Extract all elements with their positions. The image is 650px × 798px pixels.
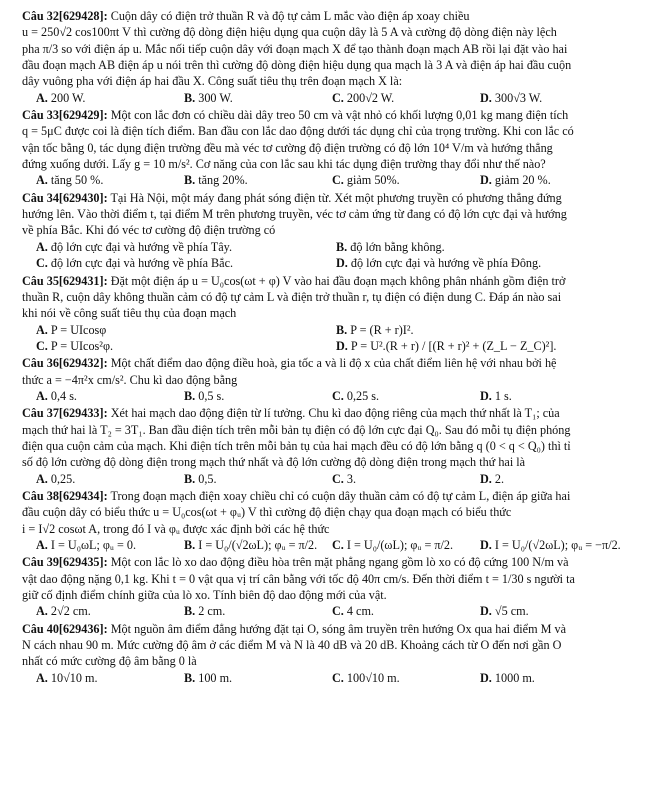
option-key: A. xyxy=(36,173,48,188)
question-number: Câu 38[629434]: xyxy=(22,488,108,503)
option-key: B. xyxy=(184,538,196,552)
answer-option[interactable] xyxy=(336,322,628,338)
question-text: vật dao động nặng 0,1 kg. Khi t = 0 vật qua vị trí cân bằng với tốc độ 40π cm/s. Đến thời điểm t = 1/30 s người ta xyxy=(22,571,575,586)
option-text: 3. xyxy=(346,471,357,486)
option-text: độ lớn cực đại và hướng về phía Bắc. xyxy=(50,256,234,271)
question-text: khi nói về công suất tiêu thụ của đoạn mạch xyxy=(22,306,237,321)
answer-option[interactable] xyxy=(332,537,480,553)
question-text: về phía Bắc. Khi đó véc tơ cường độ điện trường có xyxy=(22,223,276,238)
question-text: nhất có mức cường độ âm bằng 0 là xyxy=(22,654,197,669)
option-key: A. xyxy=(36,239,48,254)
option-text: 300 W. xyxy=(198,90,233,105)
option-key: D. xyxy=(480,670,492,685)
question-line xyxy=(22,422,628,438)
question-text: u = 250√2 cos100πt V thì cường độ dòng điện hiệu dụng qua cuộn dây là 5 A và cường độ dòng điện này lệch xyxy=(22,25,557,40)
answer-options xyxy=(22,322,628,355)
option-key: A. xyxy=(36,471,48,486)
question-number: Câu 33[629429]: xyxy=(22,108,108,123)
question-text: Một chất điểm dao động điều hoà, gia tốc a và li độ x của chất điểm liên hệ với nhau bởi hệ xyxy=(110,356,557,371)
question-text: i = I√2 cosωt A, trong đó I và φᵤ được xác định bởi các hệ thức xyxy=(22,521,330,536)
answer-option[interactable] xyxy=(36,471,184,487)
question-number: Câu 39[629435]: xyxy=(22,555,108,570)
option-key: C. xyxy=(332,471,344,486)
option-key: A. xyxy=(36,670,48,685)
option-text: 0,25 s. xyxy=(346,388,380,403)
option-key: C. xyxy=(332,670,344,685)
answer-options xyxy=(22,90,628,106)
question-line xyxy=(22,123,628,139)
answer-option[interactable] xyxy=(480,388,628,404)
question-line xyxy=(22,488,628,504)
question-text: giữ cố định điểm chính giữa của lò xo. Tính biên độ dao động mới của vật. xyxy=(22,588,387,603)
question-line xyxy=(22,405,628,421)
option-text: tăng 50 %. xyxy=(50,173,104,188)
question-line xyxy=(22,190,628,206)
option-key: C. xyxy=(332,90,344,105)
option-key: D. xyxy=(480,538,492,552)
question-block xyxy=(22,554,628,619)
question-block xyxy=(22,273,628,355)
option-key: A. xyxy=(36,322,48,337)
answer-option[interactable] xyxy=(480,537,628,553)
option-text: I = U₀/(√2ωL); φᵤ = π/2. xyxy=(198,538,318,552)
question-text: N cách nhau 90 m. Mức cường độ âm ở các điểm M và N là 40 dB và 20 dB. Khoảng cách từ O đến nơi gần O xyxy=(22,638,562,653)
option-text: P = (R + r)I². xyxy=(350,322,414,337)
question-line xyxy=(22,355,628,371)
answer-option[interactable] xyxy=(332,471,480,487)
answer-options xyxy=(22,537,628,553)
answer-option[interactable] xyxy=(184,172,332,188)
option-text: 2 cm. xyxy=(198,604,226,619)
option-key: B. xyxy=(184,670,196,685)
question-number: Câu 40[629436]: xyxy=(22,621,108,636)
option-key: B. xyxy=(184,388,196,403)
question-line xyxy=(22,454,628,470)
answer-option[interactable] xyxy=(36,537,184,553)
answer-option[interactable] xyxy=(480,90,628,106)
question-text: Tại Hà Nội, một máy đang phát sóng điện từ. Xét một phương truyền có phương thẳng đứng xyxy=(110,190,562,205)
answer-option[interactable] xyxy=(184,603,332,619)
question-line xyxy=(22,107,628,123)
answer-options xyxy=(22,239,628,272)
option-key: D. xyxy=(336,338,348,353)
question-line xyxy=(22,372,628,388)
question-text: vận tốc bằng 0, tác dụng điện trường đều mà véc tơ cường độ điện trường có độ lớn 10⁴ V/m và hướng thẳng xyxy=(22,140,553,155)
answer-option[interactable] xyxy=(184,388,332,404)
answer-option[interactable] xyxy=(332,670,480,686)
answer-option[interactable] xyxy=(480,471,628,487)
question-text: đầu cuộn dây có biểu thức u = U₀cos(ωt + φᵤ) V thì cường độ điện chạy qua đoạn mạch có biểu thức xyxy=(22,505,512,520)
option-key: A. xyxy=(36,388,48,403)
answer-option[interactable] xyxy=(480,670,628,686)
option-key: D. xyxy=(480,471,492,486)
question-text: Một con lắc đơn có chiều dài dây treo 50 cm và vật nhỏ có khối lượng 0,01 kg mang điện tích xyxy=(110,108,569,123)
answer-option[interactable] xyxy=(184,90,332,106)
option-text: P = U².(R + r) / [(R + r)² + (Z_L − Z_C)²]. xyxy=(350,338,557,353)
option-key: C. xyxy=(332,604,344,619)
question-line xyxy=(22,621,628,637)
answer-option[interactable] xyxy=(36,90,184,106)
option-text: 2. xyxy=(494,471,505,486)
option-text: I = U₀ωL; φᵤ = 0. xyxy=(50,538,137,552)
option-key: B. xyxy=(184,471,196,486)
question-block xyxy=(22,107,628,189)
question-number: Câu 34[629430]: xyxy=(22,190,108,205)
option-text: I = U₀/(√2ωL); φᵤ = −π/2. xyxy=(494,538,621,552)
question-text: Một con lắc lò xo dao động điều hòa trên mặt phẳng ngang gồm lò xo có độ cứng 100 N/m và xyxy=(110,555,569,570)
answer-option[interactable] xyxy=(336,338,628,354)
option-text: 1000 m. xyxy=(494,670,535,685)
question-line xyxy=(22,222,628,238)
answer-option[interactable] xyxy=(332,388,480,404)
answer-option[interactable] xyxy=(36,255,336,271)
answer-option[interactable] xyxy=(36,388,184,404)
question-block xyxy=(22,405,628,487)
answer-option[interactable] xyxy=(332,90,480,106)
option-key: A. xyxy=(36,90,48,105)
question-block xyxy=(22,8,628,106)
question-line xyxy=(22,305,628,321)
option-key: B. xyxy=(184,173,196,188)
option-key: B. xyxy=(336,322,348,337)
question-text: Một nguồn âm điểm đẳng hướng đặt tại O, sóng âm truyền trên hướng Ox qua hai điểm M và xyxy=(110,621,566,636)
answer-options xyxy=(22,603,628,619)
question-block xyxy=(22,190,628,272)
question-block xyxy=(22,355,628,404)
option-key: C. xyxy=(36,256,48,271)
option-key: B. xyxy=(336,239,348,254)
option-text: √5 cm. xyxy=(494,604,529,619)
option-text: tăng 20%. xyxy=(198,173,248,188)
answer-options xyxy=(22,670,628,686)
option-key: A. xyxy=(36,538,48,552)
option-text: 10√10 m. xyxy=(50,670,98,685)
option-key: C. xyxy=(36,338,48,353)
option-text: P = UIcosφ xyxy=(50,322,107,337)
question-text: Xét hai mạch dao động điện từ lí tưởng. Chu kì dao động riêng của mạch thứ nhất là T₁; của xyxy=(110,406,560,421)
question-text: dây vuông pha với điện áp hai đầu X. Công suất tiêu thụ trên đoạn mạch X là: xyxy=(22,74,403,89)
answer-option[interactable] xyxy=(36,603,184,619)
option-text: P = UIcos²φ. xyxy=(50,338,114,353)
question-line xyxy=(22,653,628,669)
option-text: 0,5. xyxy=(198,471,217,486)
question-text: điện qua cuộn cảm của mạch. Khi điện tích trên mỗi bản tụ của hai mạch đều có độ lớn bằng q (0 < q < Q₀) thì tỉ xyxy=(22,438,571,453)
question-text: thức a = −4π²x cm/s². Chu kì dao động bằng xyxy=(22,372,238,387)
question-line xyxy=(22,289,628,305)
option-text: giảm 50%. xyxy=(346,173,400,188)
option-text: 2√2 cm. xyxy=(50,604,91,619)
answer-option[interactable] xyxy=(36,322,336,338)
option-text: 100 m. xyxy=(198,670,233,685)
question-text: đứng xuống dưới. Lấy g = 10 m/s². Cơ năng của con lắc sau khi tác dụng điện trường thay đổi như thế nào? xyxy=(22,157,546,172)
option-text: 100√10 m. xyxy=(346,670,400,685)
question-block xyxy=(22,621,628,686)
answer-options xyxy=(22,388,628,404)
option-key: B. xyxy=(184,90,196,105)
option-text: I = U₀/(ωL); φᵤ = π/2. xyxy=(346,538,454,552)
question-line xyxy=(22,571,628,587)
question-line xyxy=(22,206,628,222)
option-text: độ lớn cực đại và hướng về phía Tây. xyxy=(50,239,233,254)
answer-option[interactable] xyxy=(36,338,336,354)
question-number: Câu 36[629432]: xyxy=(22,356,108,371)
option-text: 300√3 W. xyxy=(494,90,543,105)
option-text: 200 W. xyxy=(50,90,86,105)
question-line xyxy=(22,273,628,289)
question-text: thuần R, cuộn dây không thuần cảm có độ tự cảm L và điện trở thuần r, tụ điện có điện dung C. Đáp án nào sai xyxy=(22,289,562,304)
answer-option[interactable] xyxy=(332,172,480,188)
answer-options xyxy=(22,172,628,188)
answer-option[interactable] xyxy=(36,239,336,255)
question-line xyxy=(22,41,628,57)
answer-option[interactable] xyxy=(336,255,628,271)
answer-option[interactable] xyxy=(336,239,628,255)
question-text: hướng lên. Vào thời điểm t, tại điểm M trên phương truyền, véc tơ cảm ứng từ đang có độ lớn cực đại và hướng xyxy=(22,207,567,222)
option-key: A. xyxy=(36,604,48,619)
answer-option[interactable] xyxy=(36,172,184,188)
question-number: Câu 37[629433]: xyxy=(22,406,108,421)
option-text: độ lớn bằng không. xyxy=(350,239,445,254)
answer-option[interactable] xyxy=(184,471,332,487)
question-line xyxy=(22,8,628,24)
answer-option[interactable] xyxy=(36,670,184,686)
option-key: B. xyxy=(184,604,196,619)
question-text: Trong đoạn mạch điện xoay chiều chỉ có cuộn dây thuần cảm có độ tự cảm L, điện áp giữa hai xyxy=(110,488,571,503)
question-line xyxy=(22,24,628,40)
question-number: Câu 35[629431]: xyxy=(22,273,108,288)
option-text: độ lớn cực đại và hướng về phía Đông. xyxy=(350,256,542,271)
option-text: 0,5 s. xyxy=(198,388,225,403)
answer-option[interactable] xyxy=(184,670,332,686)
option-key: D. xyxy=(480,604,492,619)
option-text: giảm 20 %. xyxy=(494,173,551,188)
option-key: D. xyxy=(336,256,348,271)
question-line xyxy=(22,637,628,653)
question-line xyxy=(22,521,628,537)
option-text: 4 cm. xyxy=(346,604,374,619)
question-text: q = 5μC được coi là điện tích điểm. Ban đầu con lắc dao động dưới tác dụng chỉ của trọng trường. Khi con lắc có xyxy=(22,124,574,139)
option-text: 0,25. xyxy=(50,471,76,486)
question-line xyxy=(22,587,628,603)
option-key: C. xyxy=(332,538,344,552)
question-line xyxy=(22,156,628,172)
question-line xyxy=(22,57,628,73)
question-number: Câu 32[629428]: xyxy=(22,9,108,23)
question-text: Đặt một điện áp u = U₀cos(ωt + φ) V vào hai đầu đoạn mạch không phân nhánh gồm điện trở xyxy=(110,273,566,288)
question-text: pha π/3 so với điện áp u. Mắc nối tiếp cuộn dây với đoạn mạch X để tạo thành đoạn mạch AB rồi lại đặt vào hai xyxy=(22,41,568,56)
option-text: 200√2 W. xyxy=(346,90,395,105)
answer-options xyxy=(22,471,628,487)
option-text: 0,4 s. xyxy=(50,388,77,403)
option-key: D. xyxy=(480,90,492,105)
question-line xyxy=(22,554,628,570)
question-line xyxy=(22,73,628,89)
answer-option[interactable] xyxy=(480,172,628,188)
question-text: mạch thứ hai là T₂ = 3T₁. Ban đầu điện tích trên mỗi bản tụ điện có độ lớn cực đại Q₀. Sau đó mỗi tụ điện phóng xyxy=(22,422,571,437)
question-line xyxy=(22,438,628,454)
question-line xyxy=(22,140,628,156)
answer-option[interactable] xyxy=(480,603,628,619)
question-text: số độ lớn cường độ dòng điện trong mạch thứ nhất và độ lớn cường độ dòng điện trong mạch thứ hai là xyxy=(22,455,526,470)
answer-option[interactable] xyxy=(184,537,332,553)
answer-option[interactable] xyxy=(332,603,480,619)
question-line xyxy=(22,504,628,520)
question-text: đầu đoạn mạch AB điện áp u nói trên thì cường độ dòng điện hiệu dụng qua mạch là 3 A và điện áp hai đầu cuộn xyxy=(22,58,572,73)
option-key: D. xyxy=(480,173,492,188)
option-text: 1 s. xyxy=(494,388,512,403)
option-key: C. xyxy=(332,388,344,403)
option-key: C. xyxy=(332,173,344,188)
option-key: D. xyxy=(480,388,492,403)
question-text: Cuộn dây có điện trở thuần R và độ tự cảm L mắc vào điện áp xoay chiều xyxy=(110,9,470,23)
question-block xyxy=(22,488,628,553)
